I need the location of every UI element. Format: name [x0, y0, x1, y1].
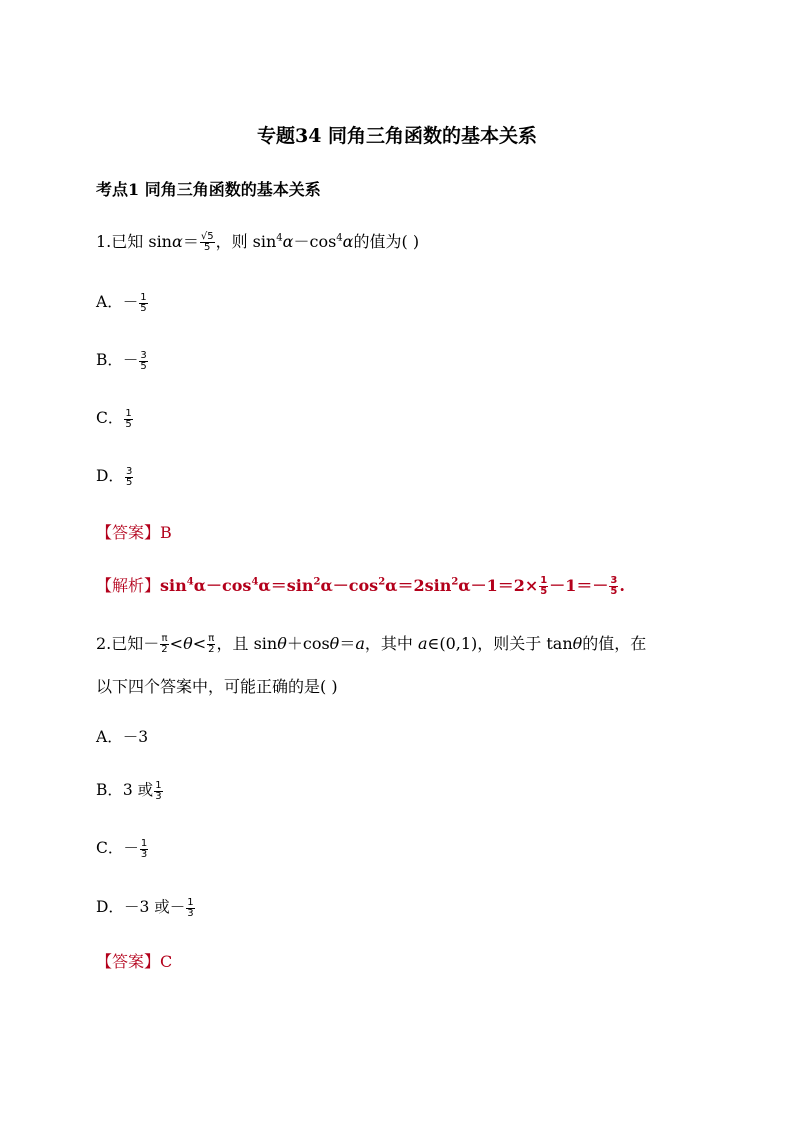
q1-answer: 【答案】B: [96, 523, 172, 542]
q2-option-c: C．－ $\frac{1}{3}$: [96, 837, 148, 860]
q1-option-c: C． $\frac{1}{5}$: [96, 407, 132, 430]
q1-analysis: 【解析】$\sin^4\alpha-\cos^4\alpha=\sin^2\alpha-\cos^2\alpha=2\sin^2\alpha-1=2\times$ $\frac{1}{5}$ －1＝－ $\frac{3}{5}$ .: [96, 575, 625, 597]
q2-option-d: D．－3 或－ $\frac{1}{3}$: [96, 896, 194, 919]
q1-option-a: A．－ $\frac{1}{5}$: [96, 291, 147, 314]
q2-option-a: A．－3: [96, 728, 149, 746]
fraction: $\frac{√5}{5}$: [200, 231, 214, 253]
q1-option-d: D． $\frac{3}{5}$: [96, 465, 133, 488]
q1-option-b: B．－ $\frac{3}{5}$: [96, 349, 147, 372]
question-1: 1.已知 sinα＝ $\frac{√5}{5}$ ，则 $\sin^4\alpha-\cos^4\alpha$的值为( ): [96, 231, 420, 253]
q2-answer: 【答案】C: [96, 952, 173, 971]
q2-option-b: B．3 或 $\frac{1}{3}$: [96, 779, 162, 802]
page-title: 专题34 同角三角函数的基本关系: [256, 125, 538, 147]
question-2: 2.已知－ $\frac{\pi}{2}$ <θ< $\frac{\pi}{2}$ ，且 sinθ＋cosθ＝a，其中 a∈(0,1)，则关于 tanθ的值，在: [96, 633, 647, 655]
section-heading: 考点1 同角三角函数的基本关系: [96, 180, 321, 199]
question-2-line-2: 以下四个答案中，可能正确的是( ): [96, 677, 338, 696]
